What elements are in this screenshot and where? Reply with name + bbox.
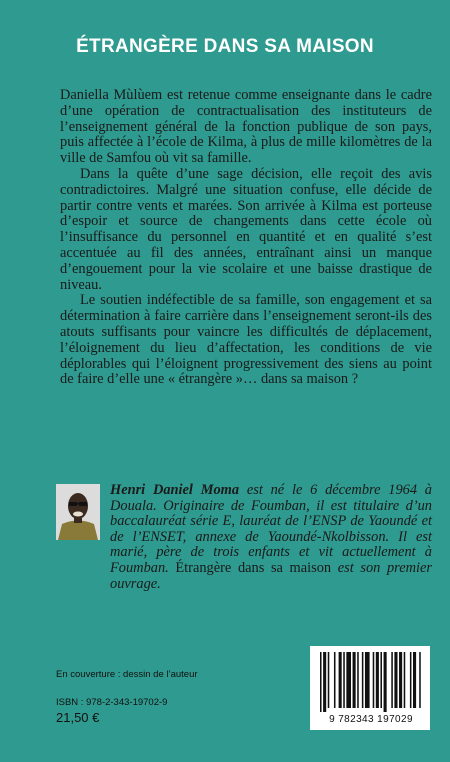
synopsis-paragraph: Le soutien indéfectible de sa famille, son engagement et sa détermination à faire carrière dans l’enseignement seront-ils des atouts suffisants pour vaincre les difficultés de déplacement, l’éloignement du lieu d’affectation, les conditions de vie déplorables qui l’éloignent progressivement des siens au point de faire d’elle une « étrangère »… dans sa maison ? [60, 292, 432, 388]
cover-credit: En couverture : dessin de l’auteur [56, 669, 198, 680]
synopsis-paragraph: Dans la quête d’une sage décision, elle reçoit des avis contradictoires. Malgré une situation confuse, elle décide de partir contre vents et marées. Son arrivée à Kilma est porteuse d’espoir et source de changements dans cette école où l’insuffisance du personnel en quantité et en qualité s’est accentuée au fil des années, entraînant ainsi un manque d’engouement pour la vie scolaire et une baisse drastique de niveau. [60, 165, 432, 293]
price: 21,50 € [56, 710, 100, 725]
synopsis [60, 88, 432, 388]
author-bio-book-title: Étrangère dans sa maison [175, 559, 332, 576]
author-bio-text: est né le 6 décembre 1964 à Douala. Originaire de Foumban, il est titulaire d’un baccalauréat série E, lauréat de l’ENSP de Yaoundé et de l’ENSET, annexe de Yaoundé-Nkolbisson. Il est marié, père de trois enfants et vit actuellement à Foumban. [110, 482, 432, 576]
synopsis-paragraph: Daniella Mùlùem est retenue comme enseignante dans le cadre d’une opération de contractualisation des instituteurs de l’enseignement général de la fonction publique de son pays, puis affectée à l’école de Kilma, à plus de mille kilomètres de la ville de Samfou où vit sa famille. [60, 87, 432, 167]
barcode-bars-icon [310, 646, 430, 714]
book-title: ÉTRANGÈRE DANS SA MAISON [76, 36, 374, 57]
author-bio-end: est son premier ouvrage. [110, 559, 433, 592]
barcode [310, 646, 430, 730]
author-name: Henri Daniel Moma [110, 482, 240, 498]
author-bio [110, 483, 432, 592]
isbn: ISBN : 978-2-343-19702-9 [56, 697, 168, 708]
author-photo [56, 484, 100, 540]
author-portrait-icon [56, 484, 100, 540]
barcode-digits: 9 782343 197029 [329, 714, 413, 725]
